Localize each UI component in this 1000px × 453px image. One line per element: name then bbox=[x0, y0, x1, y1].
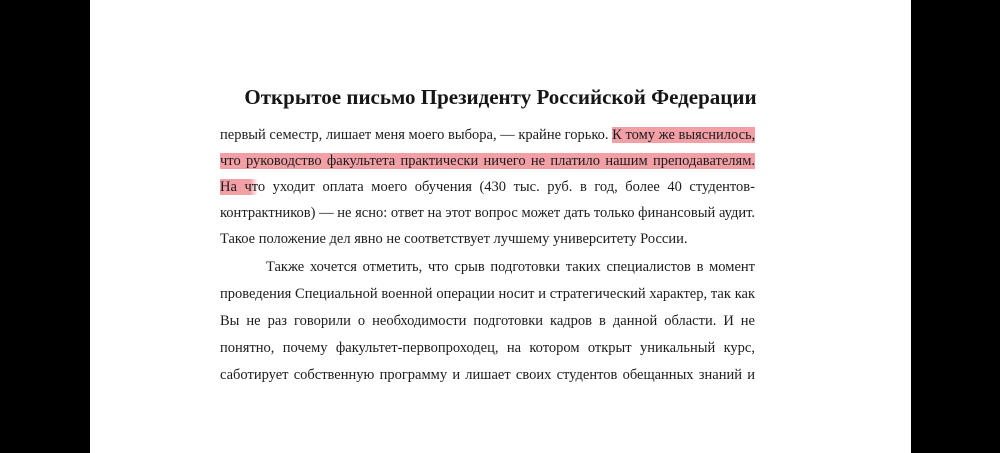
paragraph-line-2 bbox=[220, 148, 755, 174]
line-text: проведения Специальной военной операции носит и стратегический характер, так как bbox=[220, 286, 755, 302]
line-text: первый семестр, лишает меня моего выбора, — крайне горько. bbox=[220, 127, 613, 143]
paragraph-line-6 bbox=[266, 254, 755, 280]
paragraph-line-8 bbox=[220, 308, 755, 334]
paragraph-line-9 bbox=[220, 335, 755, 361]
paragraph-line-10 bbox=[220, 362, 755, 388]
line-text: Вы не раз говорили о необходимости подготовки кадров в данной области. И не bbox=[220, 313, 755, 329]
paragraph-line-7 bbox=[220, 281, 755, 307]
line-text: Также хочется отметить, что срыв подготовки таких специалистов в момент bbox=[266, 259, 755, 275]
highlighted-text: К тому же выяснилось, bbox=[612, 127, 756, 143]
line-text: уходит оплата моего обучения (430 тыс. руб. в год, более 40 студентов- bbox=[265, 179, 755, 195]
highlighted-text: На что bbox=[220, 179, 266, 195]
paragraph-line-3 bbox=[220, 174, 755, 200]
line-text: понятно, почему факультет-первопроходец, на котором открыт уникальный курс, bbox=[220, 340, 755, 356]
document-page bbox=[90, 0, 911, 453]
line-text: саботирует собственную программу и лишает своих студентов обещанных знаний и bbox=[220, 367, 755, 383]
document-title: Открытое письмо Президенту Российской Федерации bbox=[244, 85, 757, 109]
paragraph-line-4 bbox=[220, 200, 755, 226]
line-text: Такое положение дел явно не соответствует лучшему университету России. bbox=[220, 231, 688, 247]
line-text: контрактников) — не ясно: ответ на этот вопрос может дать только финансовый аудит. bbox=[220, 205, 755, 221]
paragraph-line-5 bbox=[220, 226, 755, 252]
paragraph-line-1 bbox=[220, 122, 755, 148]
highlighted-text: что руководство факультета практически ничего не платило нашим преподавателям. bbox=[220, 153, 755, 169]
